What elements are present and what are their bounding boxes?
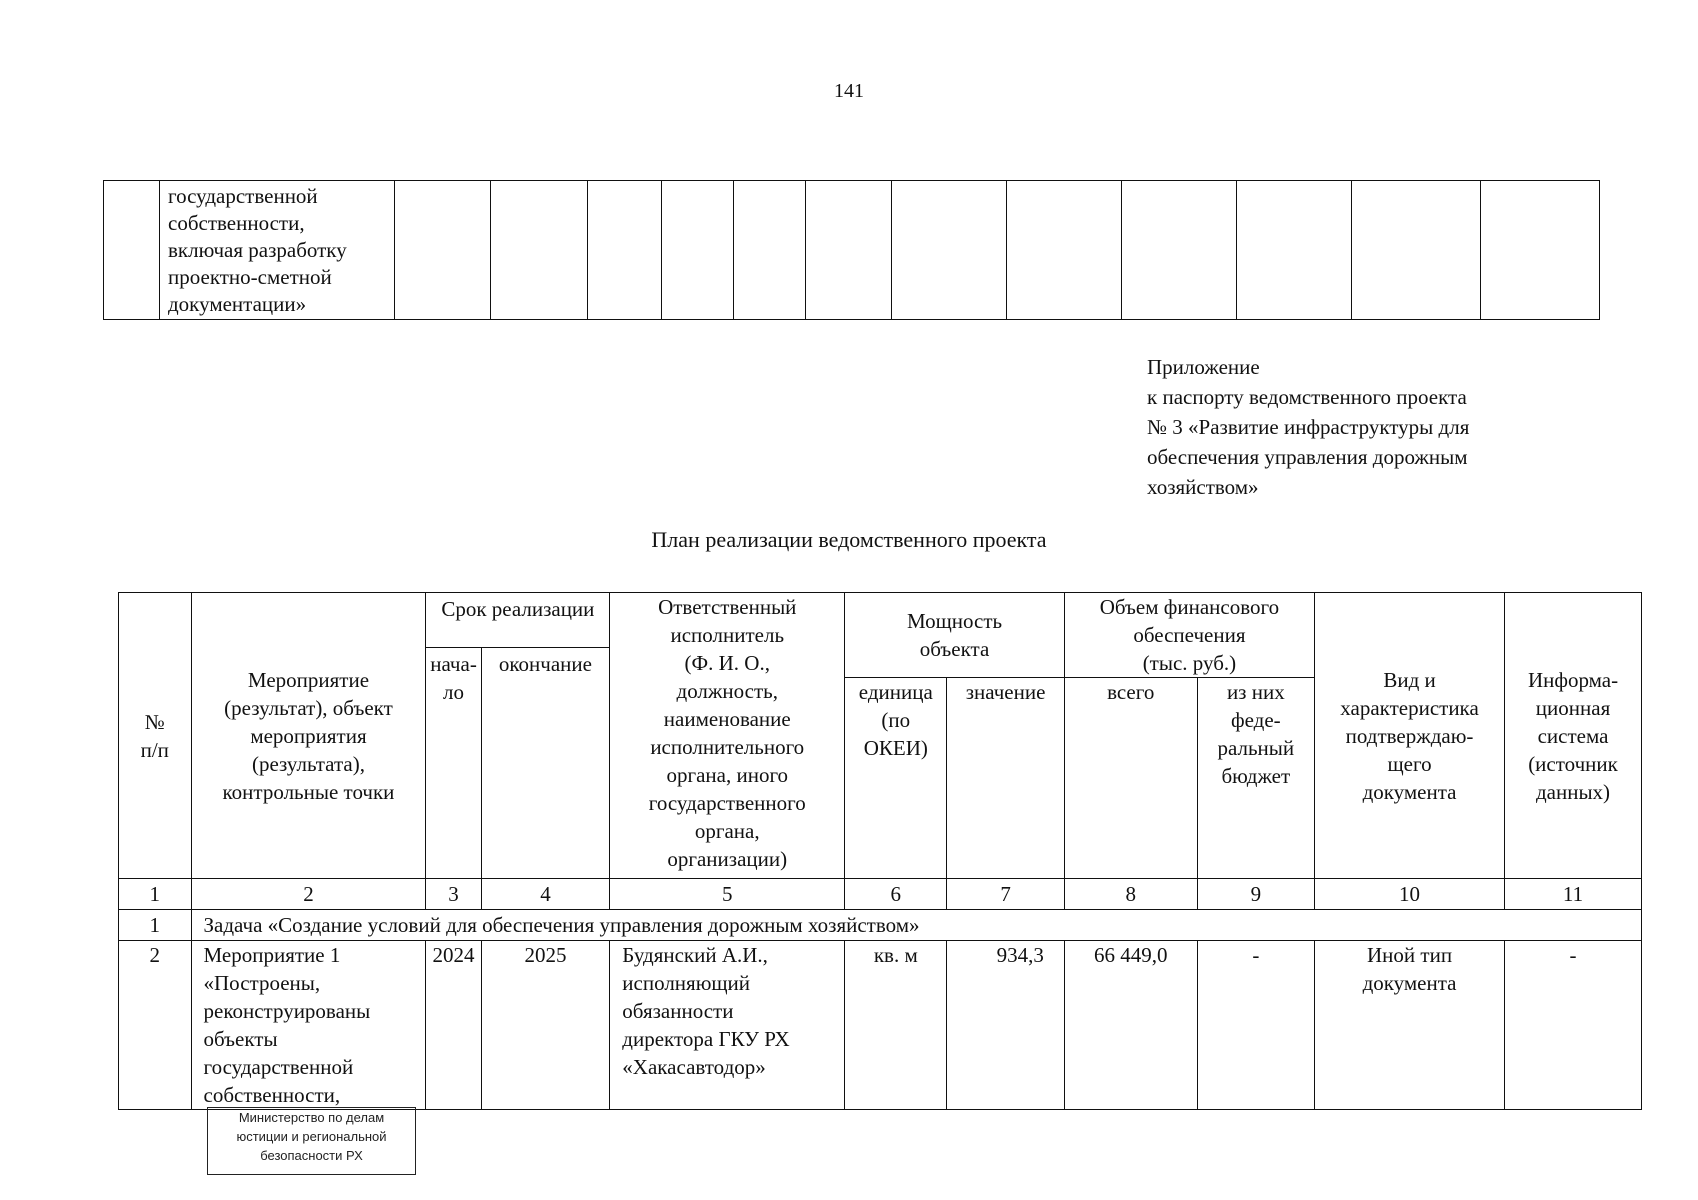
cell-line: директора ГКУ РХ	[622, 1027, 790, 1051]
row-unit: кв. м	[845, 941, 947, 1110]
header-value	[947, 678, 1064, 879]
cont-cell-num	[104, 181, 160, 320]
row-end: 2025	[481, 941, 610, 1110]
header-line: исполнитель	[670, 623, 785, 647]
column-number: 10	[1315, 879, 1505, 910]
header-line: (по	[881, 708, 911, 732]
header-line: единица	[858, 680, 933, 704]
row-start: 2024	[426, 941, 481, 1110]
header-line: (Ф. И. О.,	[684, 651, 770, 675]
header-line: органа, иного	[666, 763, 789, 787]
header-unit	[845, 678, 947, 879]
header-line: феде-	[1230, 708, 1281, 732]
cell-line: исполняющий	[622, 971, 751, 995]
header-line: (результата),	[251, 751, 365, 776]
plan-table	[118, 592, 1642, 1110]
cell-line: Мероприятие 1	[203, 943, 341, 967]
header-doc-type	[1315, 593, 1505, 879]
stamp-line: Министерство по делам	[238, 1110, 385, 1125]
header-end	[481, 648, 610, 879]
header-line: данных)	[1535, 779, 1611, 804]
cont-cell-text	[160, 181, 395, 320]
cell-line: Иной тип	[1367, 943, 1453, 967]
header-line: всего	[1107, 680, 1155, 704]
header-line: объекта	[919, 637, 990, 661]
row-value: 934,3	[947, 941, 1064, 1110]
cont-line: государственной	[168, 184, 318, 208]
cell-line: «Построены,	[203, 971, 321, 995]
column-number: 1	[119, 879, 192, 910]
header-line: щего	[1387, 751, 1432, 776]
row-federal: -	[1197, 941, 1314, 1110]
cont-cell	[491, 181, 588, 320]
column-number: 4	[481, 879, 610, 910]
cell-line: Будянский А.И.,	[622, 943, 768, 967]
cell-line: собственности,	[203, 1083, 341, 1107]
header-total	[1064, 678, 1197, 879]
cont-line: включая разработку	[168, 238, 347, 262]
header-line: п/п	[140, 737, 169, 762]
task-row	[119, 910, 1642, 941]
continuation-table	[103, 180, 1600, 320]
header-line: окончание	[498, 652, 592, 676]
cont-cell	[662, 181, 734, 320]
header-line: государственного	[648, 791, 806, 815]
header-finance	[1064, 593, 1314, 678]
appendix-line: № 3 «Развитие инфраструктуры для	[1147, 415, 1470, 439]
row-doc-type	[1315, 941, 1505, 1110]
row-num: 2	[119, 941, 192, 1110]
header-line: Ответственный	[658, 595, 797, 619]
cont-cell	[892, 181, 1007, 320]
column-number-row	[119, 879, 1642, 910]
header-line: наименование	[663, 707, 791, 731]
column-number: 8	[1064, 879, 1197, 910]
ministry-stamp	[207, 1107, 416, 1175]
cell-line: «Хакасавтодор»	[622, 1055, 766, 1079]
appendix-line: обеспечения управления дорожным	[1147, 445, 1468, 469]
appendix-note	[1147, 352, 1567, 502]
appendix-line: к паспорту ведомственного проекта	[1147, 385, 1467, 409]
header-line: ральный	[1217, 736, 1295, 760]
cell-line: объекты	[203, 1027, 278, 1051]
cell-line: государственной	[203, 1055, 354, 1079]
header-line: характеристика	[1340, 695, 1479, 720]
table-row	[119, 941, 1642, 1110]
row-event	[191, 941, 426, 1110]
appendix-line: Приложение	[1147, 355, 1260, 379]
header-start	[426, 648, 481, 879]
cont-cell	[1237, 181, 1352, 320]
header-capacity	[845, 593, 1065, 678]
cell-line: документа	[1362, 971, 1457, 995]
header-line: система	[1537, 723, 1609, 748]
header-line: должность,	[676, 679, 778, 703]
header-line: органа,	[694, 819, 760, 843]
header-num	[119, 593, 192, 879]
header-info-system	[1505, 593, 1642, 879]
column-number: 5	[610, 879, 845, 910]
cont-cell	[806, 181, 892, 320]
cont-cell	[1122, 181, 1237, 320]
row-info-system: -	[1505, 941, 1642, 1110]
cell-line: обязанности	[622, 999, 734, 1023]
cont-cell	[734, 181, 806, 320]
header-line: №	[144, 709, 165, 734]
page-number: 141	[834, 80, 864, 102]
header-line: Мощность	[906, 609, 1003, 633]
stamp-line: юстиции и региональной	[236, 1129, 387, 1144]
header-line: нача-	[430, 652, 477, 676]
task-num: 1	[119, 910, 192, 941]
header-line: исполнительного	[650, 735, 805, 759]
header-line: подтверждаю-	[1345, 723, 1474, 748]
cont-cell	[395, 181, 491, 320]
column-number: 2	[191, 879, 426, 910]
stamp-line: безопасности РХ	[260, 1148, 363, 1163]
appendix-line: хозяйством»	[1147, 475, 1259, 499]
column-number: 6	[845, 879, 947, 910]
header-line: значение	[965, 680, 1046, 704]
header-line: Срок реализации	[441, 597, 595, 621]
task-text: Задача «Создание условий для обеспечения управления дорожным хозяйством»	[191, 910, 1641, 941]
cont-cell	[588, 181, 662, 320]
column-number: 3	[426, 879, 481, 910]
row-responsible	[610, 941, 845, 1110]
header-line: (результат), объект	[224, 695, 393, 720]
plan-title-text: План реализации ведомственного проекта	[651, 527, 1047, 552]
cont-line: проектно-сметной	[168, 265, 332, 289]
header-line: Объем финансового	[1099, 595, 1280, 619]
header-line: бюджет	[1221, 764, 1291, 788]
cont-line: документации»	[168, 292, 307, 316]
header-line: ционная	[1535, 695, 1611, 720]
header-line: обеспечения	[1133, 623, 1246, 647]
cont-cell	[1007, 181, 1122, 320]
header-line: документа	[1362, 779, 1457, 804]
cont-cell	[1481, 181, 1600, 320]
column-number: 11	[1505, 879, 1642, 910]
column-number: 7	[947, 879, 1064, 910]
header-line: (источник	[1528, 751, 1618, 776]
header-term	[426, 593, 610, 648]
header-line: мероприятия	[250, 723, 367, 748]
header-event	[191, 593, 426, 879]
cell-line: реконструированы	[203, 999, 371, 1023]
column-number: 9	[1197, 879, 1314, 910]
header-line: Мероприятие	[247, 667, 370, 692]
header-line: Вид и	[1383, 667, 1436, 692]
plan-title	[0, 527, 1698, 553]
header-line: организации)	[667, 847, 788, 871]
header-line: Информа-	[1527, 667, 1619, 692]
cont-cell	[1352, 181, 1481, 320]
cont-line: собственности,	[168, 211, 305, 235]
header-line: контрольные точки	[222, 779, 395, 804]
header-line: ОКЕИ)	[863, 736, 928, 760]
header-federal	[1197, 678, 1314, 879]
header-line: ло	[443, 680, 464, 704]
row-total: 66 449,0	[1064, 941, 1197, 1110]
header-line: из них	[1226, 680, 1285, 704]
header-line: (тыс. руб.)	[1142, 651, 1237, 675]
header-responsible	[610, 593, 845, 879]
